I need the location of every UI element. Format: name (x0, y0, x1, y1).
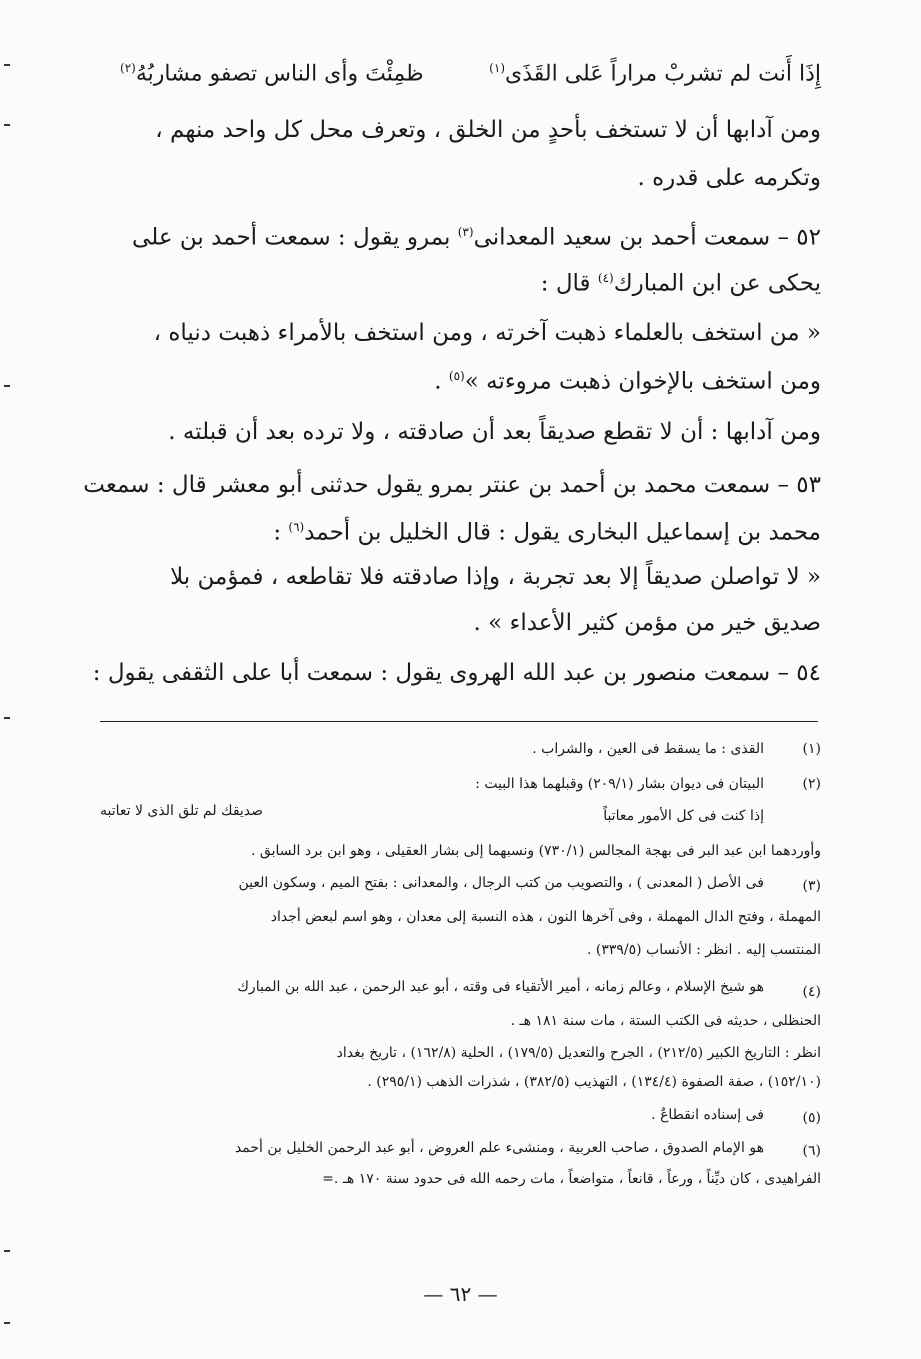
footnote-text: المهملة ، وفتح الدال المهملة ، وفى آخرها النون ، هذه النسبة إلى معدان ، وهو اسم لبعض أجداد (270, 909, 821, 925)
body-line: وتكرمه على قدره . (637, 165, 821, 191)
footnote-verse-left: صديقك لم تلق الذى لا تعاتبه (100, 803, 264, 819)
footnote-text: هو الإمام الصدوق ، صاحب العربية ، ومنشىء علم العروض ، أبو عبد الرحمن الخليل بن أحمد (234, 1140, 764, 1156)
body-line: محمد بن إسماعيل البخارى يقول : قال الخليل بن أحمد$^{(٦)}$ : (273, 519, 821, 546)
footnote-text: البيتان فى ديوان بشار (٢٠٩/١) وقبلهما هذا البيت : (475, 776, 764, 792)
footnote-number: (١) (802, 741, 821, 757)
footnote-number: (٥) (802, 1110, 821, 1126)
scan-mark (4, 1322, 10, 1324)
footnote-text: الفراهيدى ، كان ديِّناً ، ورعاً ، قانعاً ، متواضعاً ، مات رحمه الله فى حدود سنة ١٧٠ هـ .= (322, 1171, 821, 1187)
scan-mark (4, 124, 10, 126)
body-line: يحكى عن ابن المبارك$^{(٤)}$ قال : (540, 270, 821, 297)
footnote-number: (٢) (802, 776, 821, 792)
footnote-number: (٦) (802, 1143, 821, 1159)
footnote-text: انظر : التاريخ الكبير (٢١٢/٥) ، الجرح والتعديل (١٧٩/٥) ، الحلية (١٦٢/٨) ، تاريخ بغداد (336, 1045, 821, 1061)
footnote-text: فى إسناده انقطاعٌ . (651, 1107, 764, 1123)
footnote-verse-right: إذا كنت فى كل الأمور معاتباً (603, 808, 764, 824)
body-line: ٥٢ – سمعت أحمد بن سعيد المعدانى$^{(٣)}$ بمرو يقول : سمعت أحمد بن على (132, 224, 821, 251)
body-line: ومن آدابها أن لا تستخف بأحدٍ من الخلق ، وتعرف محل كل واحد منهم ، (155, 117, 821, 143)
footnote-text: وأوردهما ابن عبد البر فى بهجة المجالس (٧٣٠/١) ونسبهما إلى بشار العقيلى ، وهو ابن برد السابق . (251, 843, 821, 859)
footnote-separator (100, 721, 818, 722)
footnote-text: (١٥٢/١٠) ، صفة الصفوة (١٣٤/٤) ، التهذيب (٣٨٢/٥) ، شذرات الذهب (٢٩٥/١) . (367, 1074, 821, 1090)
footnote-text: هو شيخ الإسلام ، وعالم زمانه ، أمير الأتقياء فى وقته ، أبو عبد الرحمن ، عبد الله بن المبارك (237, 979, 764, 995)
verse-right-hemistich: إِذَا أَنت لم تشربْ مراراً عَلى القَذَى$^{(١)}$ (489, 61, 821, 87)
footnote-number: (٤) (802, 984, 821, 1000)
footnote-text: القذى : ما يسقط فى العين ، والشراب . (532, 741, 764, 757)
footnote-text: فى الأصل ( المعدنى ) ، والتصويب من كتب الرجال ، والمعدانى : بفتح الميم ، وسكون العين (238, 875, 764, 891)
footnote-text: المنتسب إليه . انظر : الأنساب (٣٣٩/٥) . (586, 942, 821, 958)
body-line: ومن آدابها : أن لا تقطع صديقاً بعد أن صادقته ، ولا ترده بعد أن قبلته . (168, 419, 821, 445)
body-line: « لا تواصلن صديقاً إلا بعد تجربة ، وإذا صادقته فلا تقاطعه ، فمؤمن بلا (170, 564, 821, 590)
body-line: صديق خير من مؤمن كثير الأعداء » . (473, 610, 821, 636)
scan-mark (4, 385, 10, 387)
page-number: — ٦٢ — (423, 1282, 498, 1306)
verse-left-hemistich: ظمِئْتَ وأى الناس تصفو مشاربُهُ$^{(٢)}$ (120, 61, 424, 87)
body-line: « من استخف بالعلماء ذهبت آخرته ، ومن استخف بالأمراء ذهبت دنياه ، (153, 320, 821, 346)
scan-mark (4, 1250, 10, 1252)
footnote-number: (٣) (802, 878, 821, 894)
scan-mark (4, 717, 10, 719)
footnote-text: الحنظلى ، حديثه فى الكتب الستة ، مات سنة ١٨١ هـ . (510, 1013, 821, 1029)
body-line: ٥٣ – سمعت محمد بن أحمد بن عنتر بمرو يقول حدثنى أبو معشر قال : سمعت (83, 472, 821, 498)
body-line: ٥٤ – سمعت منصور بن عبد الله الهروى يقول : سمعت أبا على الثقفى يقول : (92, 660, 821, 686)
scan-mark (4, 64, 10, 66)
body-line: ومن استخف بالإخوان ذهبت مروءته »$^{(٥)}$ . (434, 368, 821, 395)
